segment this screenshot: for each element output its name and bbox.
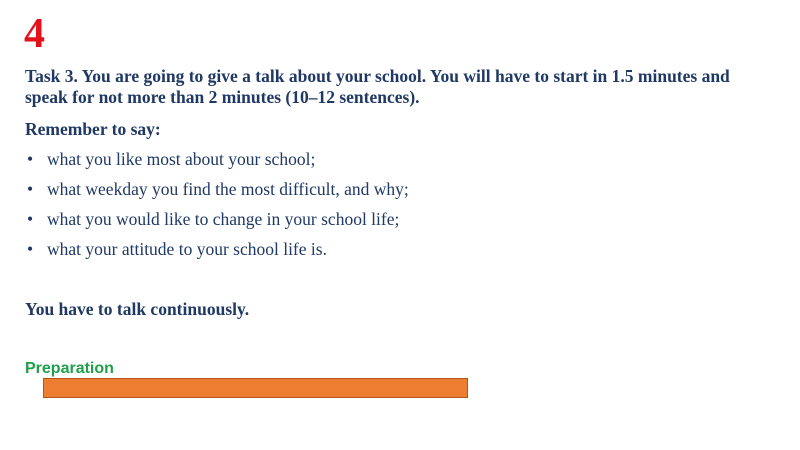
remember-list-item [25,149,409,179]
preparation-progress-bar [43,378,468,398]
remember-item-text: what your attitude to your school life is. [47,239,327,259]
bullet-icon: • [27,209,34,229]
bullet-icon: • [27,239,34,259]
remember-list [25,149,409,269]
remember-list-item [25,179,409,209]
remember-item-text: what you like most about your school; [47,149,316,169]
bullet-icon: • [27,149,34,169]
bullet-icon: • [27,179,34,199]
slide-number: 4 [24,11,45,57]
remember-list-item [25,239,409,269]
remember-item-text: what weekday you find the most difficult, and why; [47,179,409,199]
preparation-progress-fill [44,379,467,397]
preparation-label: Preparation [25,360,114,377]
closing-instruction: You have to talk continuously. [25,299,250,319]
remember-list-item [25,209,409,239]
remember-heading: Remember to say: [25,119,161,139]
remember-item-text: what you would like to change in your school life; [47,209,400,229]
task-instructions: Task 3. You are going to give a talk about your school. You will have to start in 1.5 minutes and speak for not more than 2 minutes (10–12 sentences). [25,66,730,107]
